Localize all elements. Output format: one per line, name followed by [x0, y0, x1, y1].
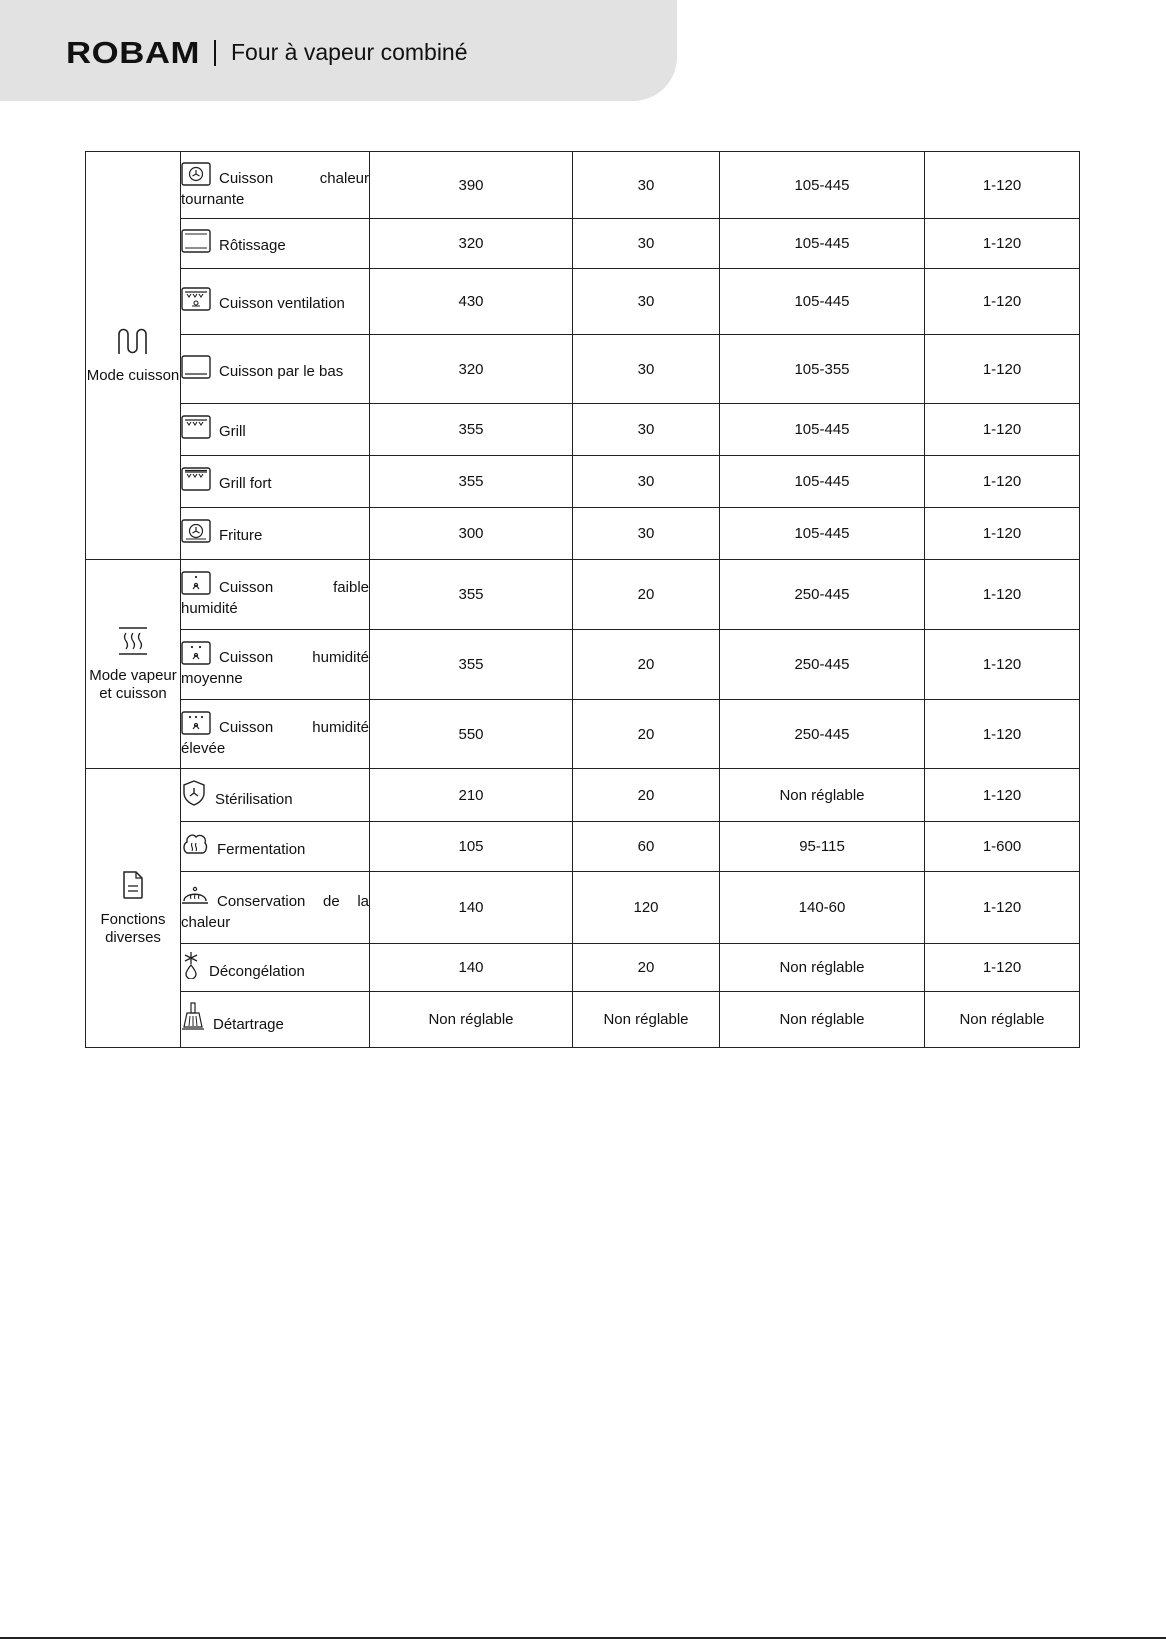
table-row: [86, 219, 1080, 269]
value-cell: 30: [573, 404, 720, 456]
table-row: [86, 822, 1080, 872]
value-cell: 105-445: [720, 219, 925, 269]
value-cell: 1-120: [925, 456, 1080, 508]
value-cell: 355: [370, 630, 573, 700]
steam-icon: [86, 626, 180, 661]
function-name: Conservation de la chaleur: [181, 893, 369, 931]
function-cell: [181, 560, 370, 630]
medium-humidity-icon: [181, 641, 211, 670]
document-icon: [86, 870, 180, 905]
function-name: Cuisson par le bas: [219, 362, 344, 380]
value-cell: 1-120: [925, 404, 1080, 456]
function-name: Détartrage: [213, 1016, 284, 1033]
function-cell: [181, 269, 370, 335]
table-row: [86, 769, 1080, 822]
table-row: [86, 872, 1080, 944]
function-name: Grill: [219, 423, 246, 440]
group-label: Fonctions diverses: [100, 910, 166, 946]
function-cell: [181, 508, 370, 560]
function-cell: [181, 769, 370, 822]
value-cell: 300: [370, 508, 573, 560]
value-cell: 355: [370, 560, 573, 630]
value-cell: 20: [573, 769, 720, 822]
value-cell: 1-120: [925, 944, 1080, 992]
air-fry-icon: [181, 519, 211, 548]
value-cell: Non réglable: [573, 992, 720, 1048]
value-cell: 355: [370, 456, 573, 508]
function-name: Cuisson humidité moyenne: [181, 649, 369, 687]
function-cell: [181, 152, 370, 219]
table-row: [86, 992, 1080, 1048]
value-cell: 355: [370, 404, 573, 456]
table-row: [86, 700, 1080, 769]
value-cell: 250-445: [720, 700, 925, 769]
value-cell: Non réglable: [720, 944, 925, 992]
function-cell: [181, 404, 370, 456]
value-cell: 140: [370, 872, 573, 944]
table-row: [86, 456, 1080, 508]
value-cell: 1-120: [925, 560, 1080, 630]
value-cell: Non réglable: [370, 992, 573, 1048]
function-name: Cuisson faible humidité: [181, 579, 369, 617]
value-cell: 20: [573, 560, 720, 630]
dough-icon: [181, 831, 209, 862]
value-cell: 30: [573, 219, 720, 269]
value-cell: 1-120: [925, 269, 1080, 335]
fan-icon: [181, 162, 211, 191]
value-cell: 95-115: [720, 822, 925, 872]
function-name: Cuisson humidité élevée: [181, 718, 369, 757]
value-cell: 320: [370, 219, 573, 269]
value-cell: 250-445: [720, 560, 925, 630]
table-row: [86, 404, 1080, 456]
value-cell: 1-120: [925, 769, 1080, 822]
function-name: Décongélation: [209, 963, 305, 980]
value-cell: 30: [573, 456, 720, 508]
function-cell: [181, 630, 370, 700]
value-cell: 60: [573, 822, 720, 872]
group-cell: [86, 152, 181, 560]
function-cell: [181, 992, 370, 1048]
value-cell: 105-445: [720, 456, 925, 508]
value-cell: 20: [573, 700, 720, 769]
value-cell: 1-120: [925, 219, 1080, 269]
top-bottom-heat-icon: [181, 229, 211, 258]
brand-logo: ROBAM: [66, 35, 200, 70]
function-name: Cuisson ventilation: [219, 295, 345, 312]
function-name: Fermentation: [217, 841, 306, 858]
fan-grill-icon: [181, 287, 211, 316]
value-cell: 1-120: [925, 508, 1080, 560]
value-cell: 250-445: [720, 630, 925, 700]
value-cell: 20: [573, 944, 720, 992]
high-humidity-icon: [181, 711, 211, 740]
low-humidity-icon: [181, 571, 211, 600]
table-row: [86, 335, 1080, 404]
group-label: Mode cuisson: [86, 367, 180, 384]
descaling-icon: [181, 1002, 205, 1037]
value-cell: 30: [573, 335, 720, 404]
function-name: Grill fort: [219, 475, 272, 492]
group-cell: [86, 769, 181, 1048]
value-cell: 120: [573, 872, 720, 944]
value-cell: 1-120: [925, 630, 1080, 700]
value-cell: Non réglable: [720, 992, 925, 1048]
function-cell: [181, 944, 370, 992]
function-cell: [181, 872, 370, 944]
table-row: [86, 269, 1080, 335]
function-cell: [181, 335, 370, 404]
function-cell: [181, 456, 370, 508]
value-cell: 105-445: [720, 269, 925, 335]
function-name: Cuisson chaleur tournante: [181, 169, 369, 208]
table-row: [86, 508, 1080, 560]
value-cell: 210: [370, 769, 573, 822]
product-title: Four à vapeur combiné: [231, 39, 468, 65]
defrost-icon: [181, 951, 201, 984]
value-cell: 140-60: [720, 872, 925, 944]
table-row: [86, 560, 1080, 630]
table-row: [86, 152, 1080, 219]
value-cell: 1-600: [925, 822, 1080, 872]
shield-fan-icon: [181, 779, 207, 812]
value-cell: 20: [573, 630, 720, 700]
group-label: Mode vapeur et cuisson: [89, 666, 177, 702]
heating-element-icon: [86, 326, 180, 361]
value-cell: 1-120: [925, 700, 1080, 769]
value-cell: 1-120: [925, 152, 1080, 219]
value-cell: 30: [573, 152, 720, 219]
function-cell: [181, 219, 370, 269]
cooking-modes-table: [85, 151, 1080, 1048]
value-cell: 1-120: [925, 872, 1080, 944]
value-cell: Non réglable: [720, 769, 925, 822]
cloche-icon: [181, 883, 209, 914]
value-cell: 1-120: [925, 335, 1080, 404]
value-cell: 30: [573, 508, 720, 560]
value-cell: 550: [370, 700, 573, 769]
strong-grill-icon: [181, 467, 211, 496]
value-cell: 140: [370, 944, 573, 992]
value-cell: 320: [370, 335, 573, 404]
value-cell: 105-445: [720, 508, 925, 560]
table-row: [86, 630, 1080, 700]
value-cell: 105-355: [720, 335, 925, 404]
bottom-heat-icon: [181, 355, 211, 384]
group-cell: [86, 560, 181, 769]
function-cell: [181, 700, 370, 769]
value-cell: 430: [370, 269, 573, 335]
grill-icon: [181, 415, 211, 444]
function-cell: [181, 822, 370, 872]
function-name: Rôtissage: [219, 237, 286, 254]
value-cell: 105: [370, 822, 573, 872]
header-divider: [214, 40, 216, 66]
function-name: Friture: [219, 527, 263, 544]
value-cell: Non réglable: [925, 992, 1080, 1048]
value-cell: 390: [370, 152, 573, 219]
table-row: [86, 944, 1080, 992]
value-cell: 30: [573, 269, 720, 335]
function-name: Stérilisation: [215, 790, 293, 808]
value-cell: 105-445: [720, 404, 925, 456]
value-cell: 105-445: [720, 152, 925, 219]
